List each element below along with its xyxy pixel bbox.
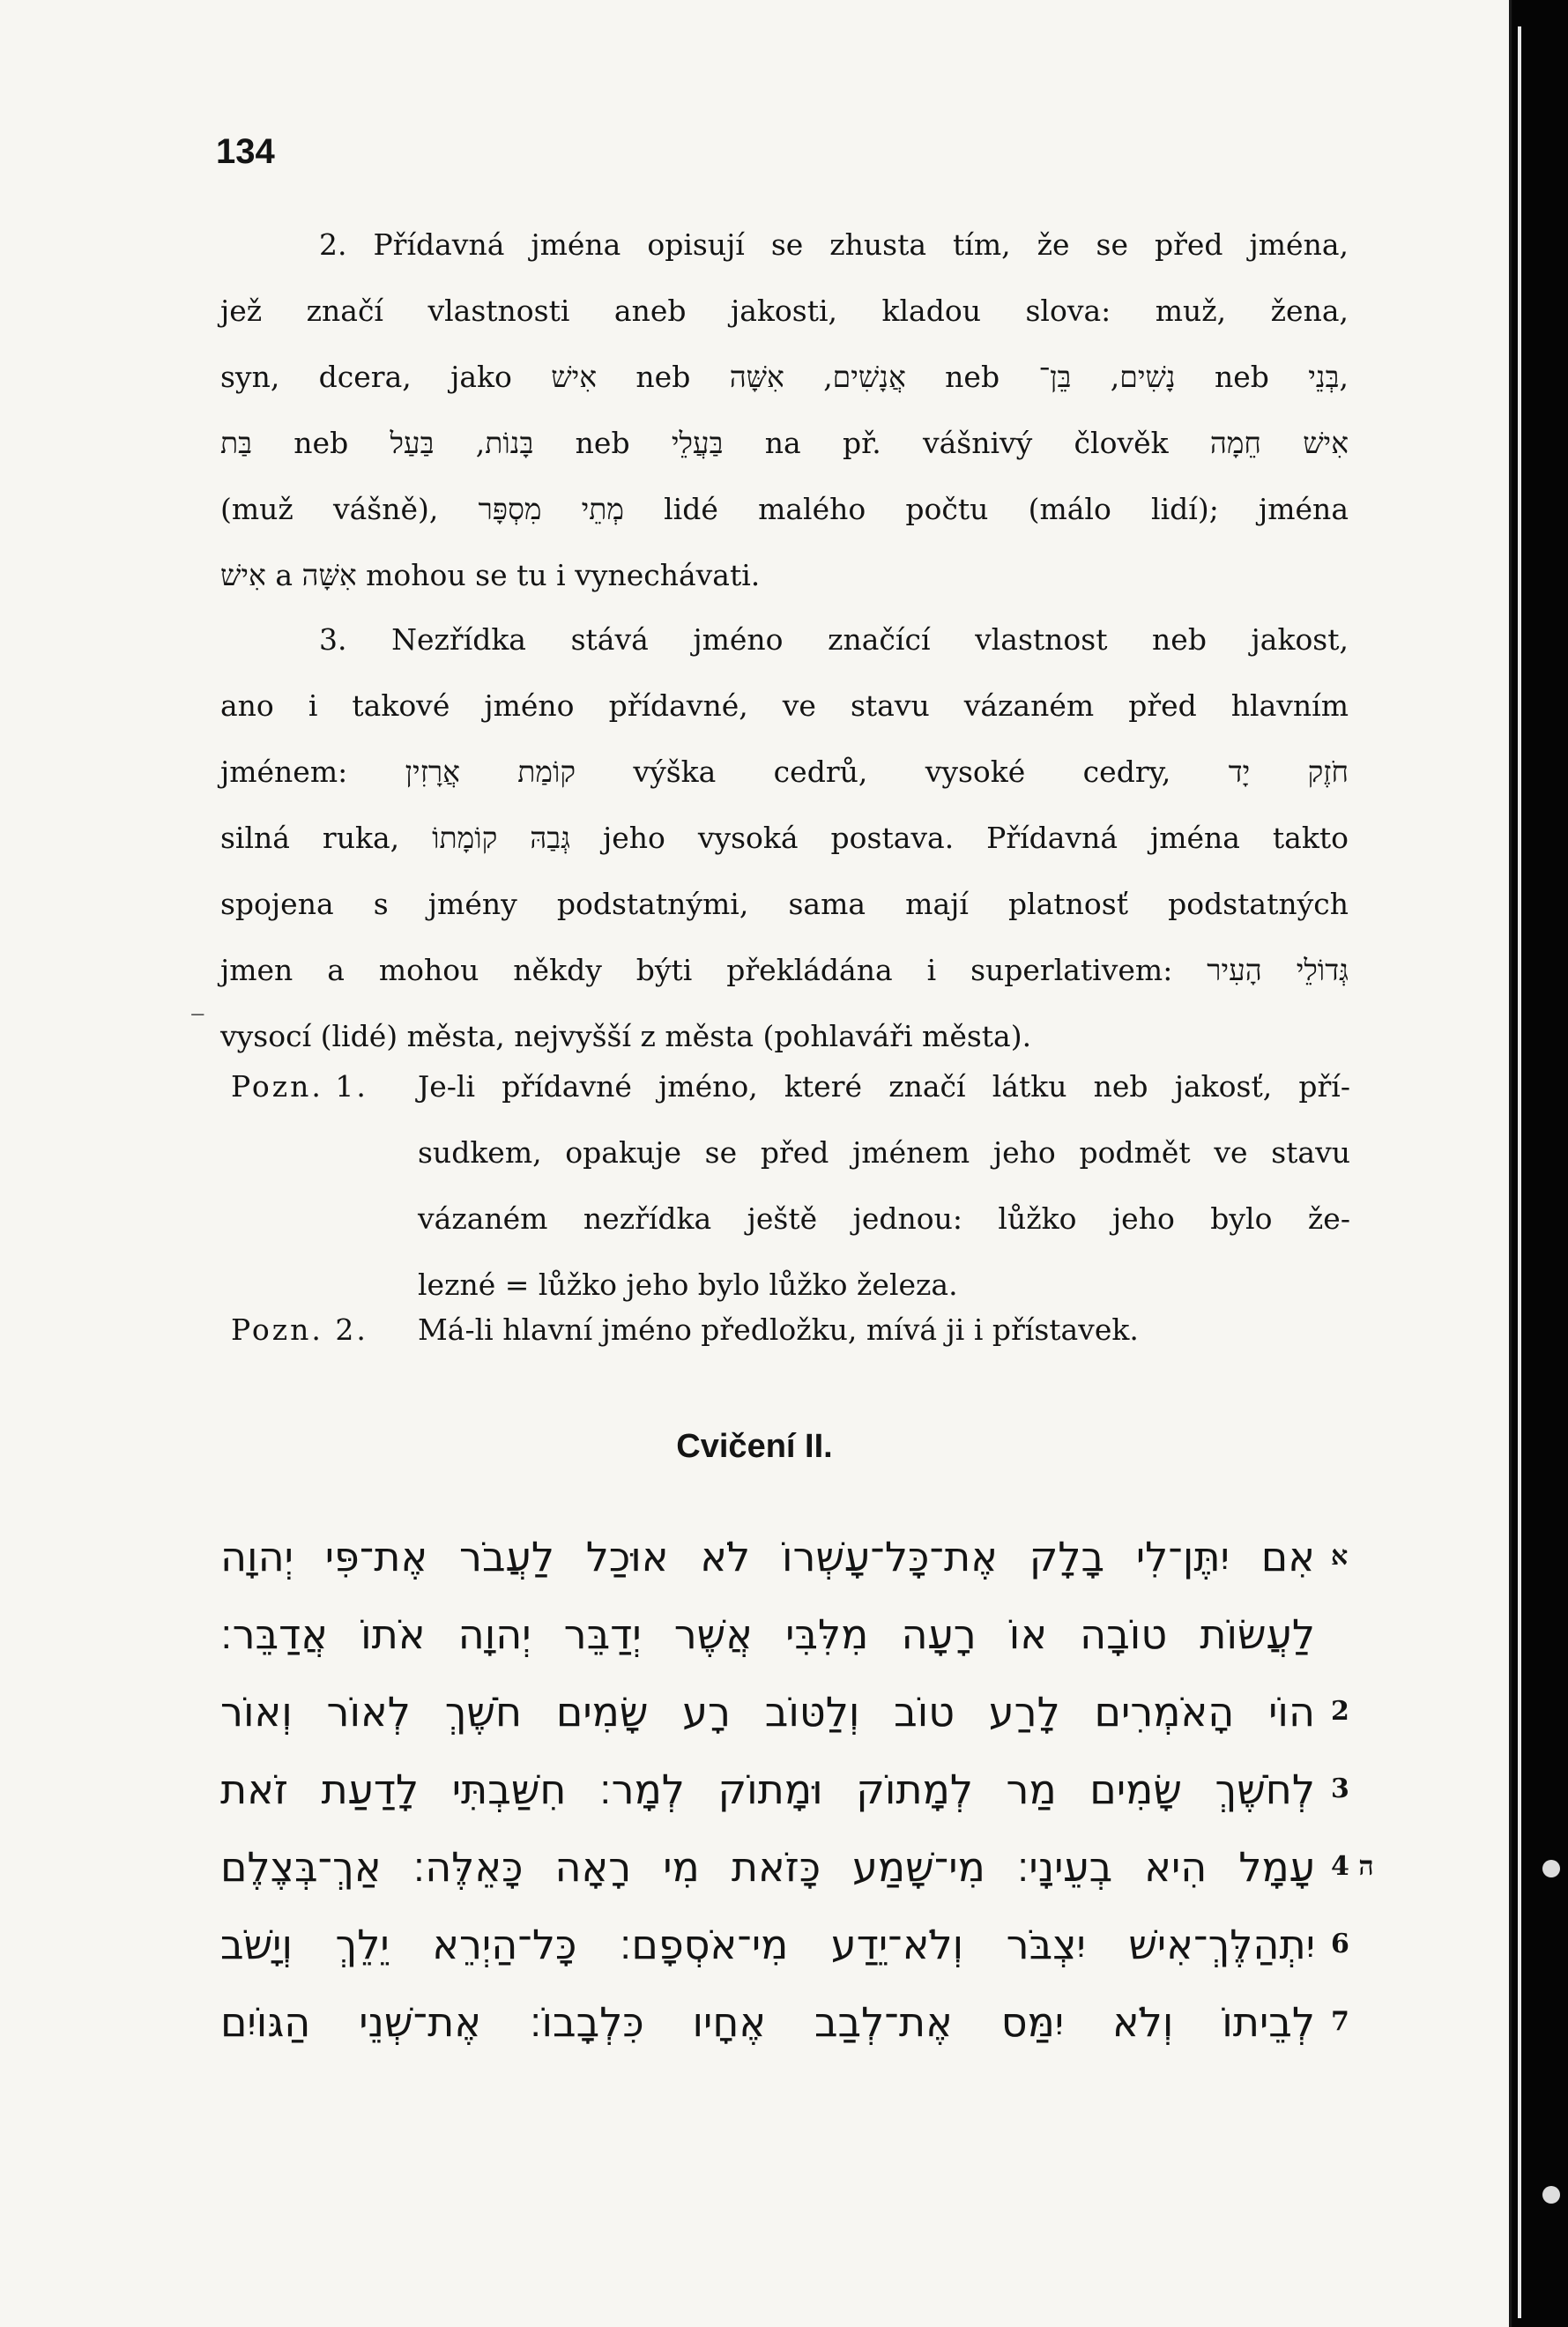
section-title: Cvičení II. — [676, 1428, 833, 1465]
hebrew-text: לְחֹשֶׁךְ שָׂמִים מַר לְמָתוֹק וּמָתוֹק לְמָר׃ חִשַּׁבְתִּי לָדַעַת זֹאת — [220, 1766, 1315, 1813]
note-label: Pozn. 2. — [231, 1312, 368, 1347]
note-line: Je-li přídavné jméno, které značí látku neb jakosť, pří- — [418, 1069, 1350, 1104]
para2-line: בַּת neb בָּנוֹת, בַּעַל neb בַּעֲלֵי na př. vášnivý člověk אִישׁ חֵמָה — [220, 426, 1349, 460]
para3-line: silná ruka, גְּבַהּ קוֹמָתוֹ jeho vysoká postava. Přídavná jména takto — [220, 821, 1349, 855]
hebrew-text: יִתְהַלֶּךְ־אִישׁ יִצְבֹּר וְלֹא־יֵדַע מִי־אֹסְפָם׃ כָּל־הַיְרֵא יֵלֵךְ וְיָשֹׁב — [220, 1921, 1315, 1968]
note-line: sudkem, opakuje se před jménem jeho podmět ve stavu — [418, 1135, 1350, 1170]
para3-line: jmen a mohou někdy býti překládána i superlativem: גְּדוֹלֵי הָעִיר — [220, 953, 1349, 987]
note-line: lezné = lůžko jeho bylo lůžko železa. — [418, 1268, 958, 1302]
page-number: 134 — [216, 132, 275, 171]
para2-line: אִישׁ a אִשָּׁה mohou se tu i vynechávati. — [220, 558, 761, 592]
para2-line: 2. Přídavná jména opisují se zhusta tím, že se před jména, — [319, 227, 1349, 262]
verse-number: 3 — [1331, 1773, 1349, 1804]
para3-line: vysocí (lidé) města, nejvyšší z města (pohlaváři města). — [220, 1019, 1032, 1053]
hebrew-text: לַעֲשׂוֹת טוֹבָה אוֹ רָעָה מִלִּבִּי אֲשֶׁר יְדַבֵּר יְהוָה אֹתוֹ אֲדַבֵּר׃ — [220, 1610, 1315, 1658]
verse-number: 6 — [1331, 1929, 1349, 1959]
paragraph-2 — [220, 212, 1349, 608]
exercise-line — [220, 1751, 1366, 1828]
note-line: vázaném nezřídka ještě jednou: lůžko jeho bylo že- — [418, 1201, 1350, 1236]
exercise-line — [220, 1828, 1374, 1906]
para2-line: jež značí vlastnosti aneb jakosti, kladou slova: muž, žena, — [220, 294, 1349, 328]
exercise-line — [220, 1983, 1366, 2061]
hebrew-text: עָמָל הִיא בְעֵינָי׃ מִי־שָׁמַע כָּזֹאת מִי רָאָה כָּאֵלֶּה׃ אַךְ־בְּצֶלֶם — [220, 1843, 1315, 1891]
exercise-line — [220, 1595, 1366, 1673]
para2-line: syn, dcera, jako אִישׁ neb אֲנָשִׁים, אִשָּׁה neb נָשִׁים, בֵּן־ neb בְּנֵי, — [220, 360, 1349, 394]
edge-mark — [1542, 1860, 1560, 1877]
note-1 — [231, 1054, 1350, 1319]
hebrew-text: הוֹי הָאֹמְרִים לָרַע טוֹב וְלַטּוֹב רָע שָׂמִים חֹשֶׁךְ לְאוֹר וְאוֹר — [220, 1688, 1315, 1736]
verse-number: 7 — [1331, 2006, 1349, 2037]
verse-number: א — [1331, 1541, 1349, 1572]
margin-mark: ‒ — [190, 1000, 205, 1027]
note-label: Pozn. 1. — [231, 1069, 368, 1104]
para3-line: jménem: קוֹמַת אֲרָזִין výška cedrů, vysoké cedry, חֹזֶק יָד — [220, 755, 1349, 789]
exercise-line — [220, 1518, 1366, 1595]
exercise-block — [220, 1518, 1374, 2061]
hebrew-text: לְבֵיתוֹ וְלֹא יִמַּס אֶת־לְבַב אֶחָיו כִּלְבָבוֹ׃ אֶת־שְׁנֵי הַגּוֹיִם — [220, 1998, 1315, 2046]
para3-line: spojena s jmény podstatnými, sama mají platnosť podstatných — [220, 887, 1349, 921]
paragraph-3 — [220, 606, 1349, 1069]
verse-number: 4 ה — [1331, 1851, 1374, 1882]
verse-number: 2 — [1331, 1696, 1349, 1727]
note-line: Má-li hlavní jméno předložku, mívá ji i přístavek. — [418, 1312, 1139, 1347]
adjacent-page-edge — [1512, 0, 1568, 2327]
para2-line: (muž vášně), מְתֵי מִסְפָּר lidé malého počtu (málo lidí); jména — [220, 492, 1349, 526]
hebrew-text: אִם יִתֶּן־לִי בָלָק אֶת־כָּל־עָשְׁרוֹ לֹא אוּכַל לַעֲבֹר אֶת־פִּי יְהוָה — [220, 1533, 1315, 1580]
note-2 — [231, 1297, 1350, 1364]
exercise-line — [220, 1906, 1366, 1983]
para3-line: ano i takové jméno přídavné, ve stavu vázaném před hlavním — [220, 688, 1349, 723]
para3-line: 3. Nezřídka stává jméno značící vlastnost neb jakost, — [319, 622, 1349, 657]
exercise-line — [220, 1673, 1366, 1751]
edge-mark — [1542, 2186, 1560, 2204]
